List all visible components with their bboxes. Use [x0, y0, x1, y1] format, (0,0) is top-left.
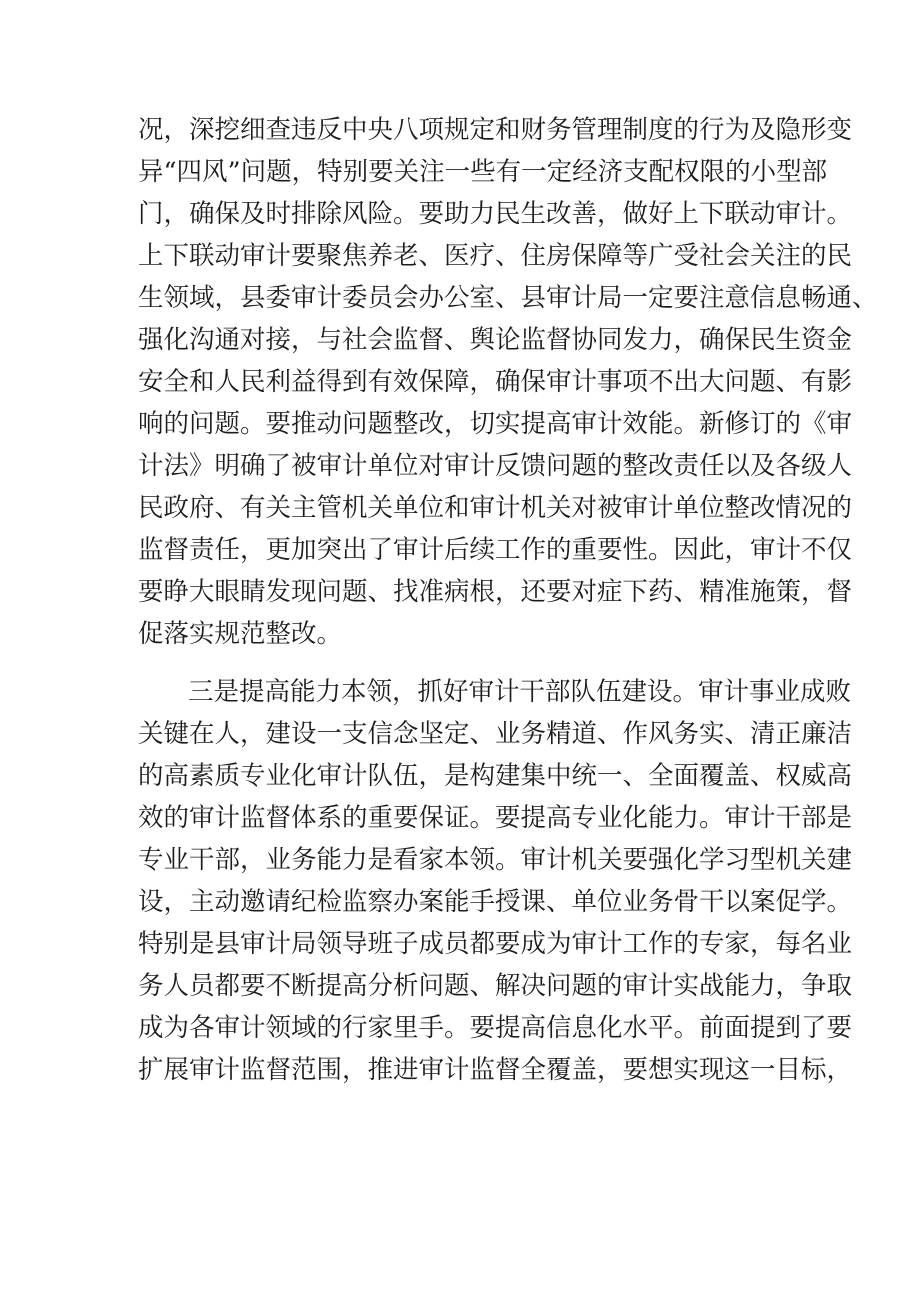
text-line: 门，确保及时排除风险。要助力民生改善，做好上下联动审计。	[138, 199, 853, 229]
text-line: 效的审计监督体系的重要保证。要提高专业化能力。审计干部是	[138, 803, 853, 833]
text-line: 生领域，县委审计委员会办公室、县审计局一定要注意信息畅通、	[138, 283, 878, 313]
text-line: 特别是县审计局领导班子成员都要成为审计工作的专家，每名业	[138, 929, 853, 959]
text-line: 响的问题。要推动问题整改，切实提高审计效能。新修订的《审	[138, 409, 853, 439]
text-line: 务人员都要不断提高分析问题、解决问题的审计实战能力，争取	[138, 971, 853, 1001]
text-line: 要睁大眼睛发现问题、找准病根，还要对症下药、精准施策，督	[138, 577, 853, 607]
text-line: 况，深挖细查违反中央八项规定和财务管理制度的行为及隐形变	[138, 115, 853, 145]
text-line: 关键在人，建设一支信念坚定、业务精道、作风务实、清正廉洁	[138, 719, 853, 749]
text-line: 上下联动审计要聚焦养老、医疗、住房保障等广受社会关注的民	[138, 241, 853, 271]
text-line: 监督责任，更加突出了审计后续工作的重要性。因此，审计不仅	[138, 535, 853, 565]
text-line: 计法》明确了被审计单位对审计反馈问题的整改责任以及各级人	[138, 451, 853, 481]
text-line: 促落实规范整改。	[138, 619, 343, 649]
text-line: 专业干部，业务能力是看家本领。审计机关要强化学习型机关建	[138, 845, 853, 875]
text-line: 的高素质专业化审计队伍，是构建集中统一、全面覆盖、权威高	[138, 761, 853, 791]
text-line: 扩展审计监督范围，推进审计监督全覆盖，要想实现这一目标，	[138, 1055, 853, 1085]
text-line: 成为各审计领域的行家里手。要提高信息化水平。前面提到了要	[138, 1013, 853, 1043]
paragraph-first-line: 三是提高能力本领，抓好审计干部队伍建设。审计事业成败	[188, 677, 852, 707]
text-line: 民政府、有关主管机关单位和审计机关对被审计单位整改情况的	[138, 493, 853, 523]
text-line: 异“四风”问题，特别要关注一些有一定经济支配权限的小型部	[138, 157, 828, 187]
text-line: 强化沟通对接，与社会监督、舆论监督协同发力，确保民生资金	[138, 325, 853, 355]
text-line: 设，主动邀请纪检监察办案能手授课、单位业务骨干以案促学。	[138, 887, 853, 917]
text-line: 安全和人民利益得到有效保障，确保审计事项不出大问题、有影	[138, 367, 853, 397]
